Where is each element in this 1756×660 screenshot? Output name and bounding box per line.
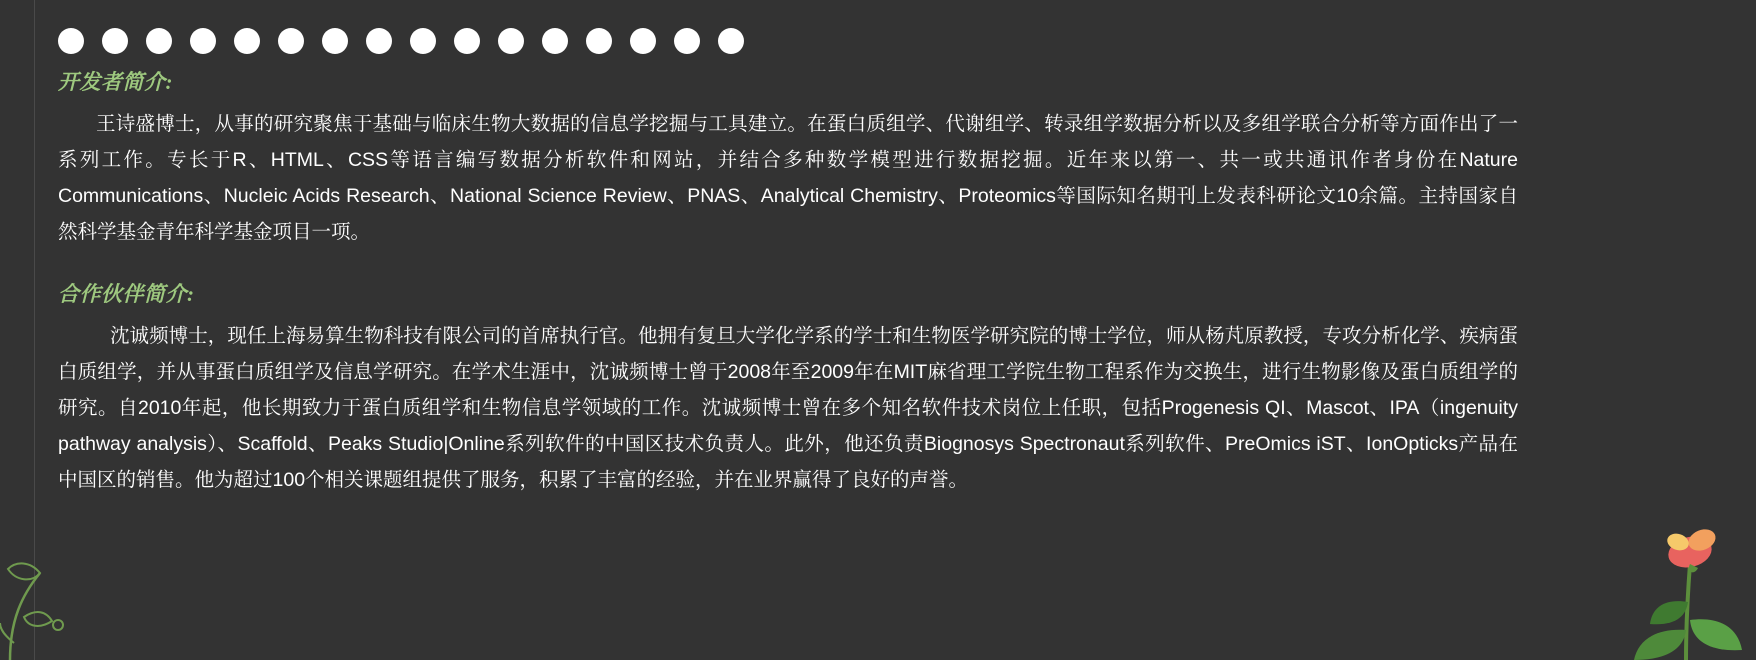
dot-icon (190, 28, 216, 54)
dot-icon (410, 28, 436, 54)
dot-icon (102, 28, 128, 54)
dot-icon (498, 28, 524, 54)
dot-icon (366, 28, 392, 54)
flower-decoration-icon (1628, 480, 1748, 660)
dot-icon (278, 28, 304, 54)
leaf-sprig-decoration-icon (0, 525, 120, 660)
dot-icon (146, 28, 172, 54)
dot-row-decoration (58, 28, 744, 54)
dot-icon (630, 28, 656, 54)
slide-content (58, 66, 1518, 498)
dot-icon (674, 28, 700, 54)
dot-icon (542, 28, 568, 54)
left-frame-divider (34, 0, 35, 660)
dot-icon (718, 28, 744, 54)
dot-icon (322, 28, 348, 54)
partner-profile-paragraph: 沈诚频博士，现任上海易算生物科技有限公司的首席执行官。他拥有复旦大学化学系的学士和生物医学研究院的博士学位，师从杨芃原教授，专攻分析化学、疾病蛋白质组学，并从事蛋白质组学及信息学研究。在学术生涯中，沈诚频博士曾于2008年至2009年在MIT麻省理工学院生物工程系作为交换生，进行生物影像及蛋白质组学的研究。自2010年起，他长期致力于蛋白质组学和生物信息学领域的工作。沈诚频博士曾在多个知名软件技术岗位上任职，包括Progenesis QI、Mascot、IPA（ingenuity pathway analysis）、Scaffold、Peaks Studio|Online系列软件的中国区技术负责人。此外，他还负责Biognosys Spectronaut系列软件、PreOmics iST、IonOpticks产品在中国区的销售。他为超过100个相关课题组提供了服务，积累了丰富的经验，并在业界赢得了良好的声誉。 (58, 325, 1518, 491)
partner-profile-heading: 合作伙伴简介: (58, 282, 195, 306)
dot-icon (234, 28, 260, 54)
developer-profile-paragraph: 王诗盛博士，从事的研究聚焦于基础与临床生物大数据的信息学挖掘与工具建立。在蛋白质组学、代谢组学、转录组学数据分析以及多组学联合分析等方面作出了一系列工作。专长于R、HTML、CSS等语言编写数据分析软件和网站，并结合多种数学模型进行数据挖掘。近年来以第一、共一或共通讯作者身份在Nature Communications、Nucleic Acids Research、National Science Review、PNAS、Analytical Chemistry、Proteomics等国际知名期刊上发表科研论文10余篇。主持国家自然科学基金青年科学基金项目一项。 (58, 113, 1518, 243)
developer-profile-heading: 开发者简介: (58, 70, 173, 94)
dot-icon (586, 28, 612, 54)
dot-icon (58, 28, 84, 54)
dot-icon (454, 28, 480, 54)
